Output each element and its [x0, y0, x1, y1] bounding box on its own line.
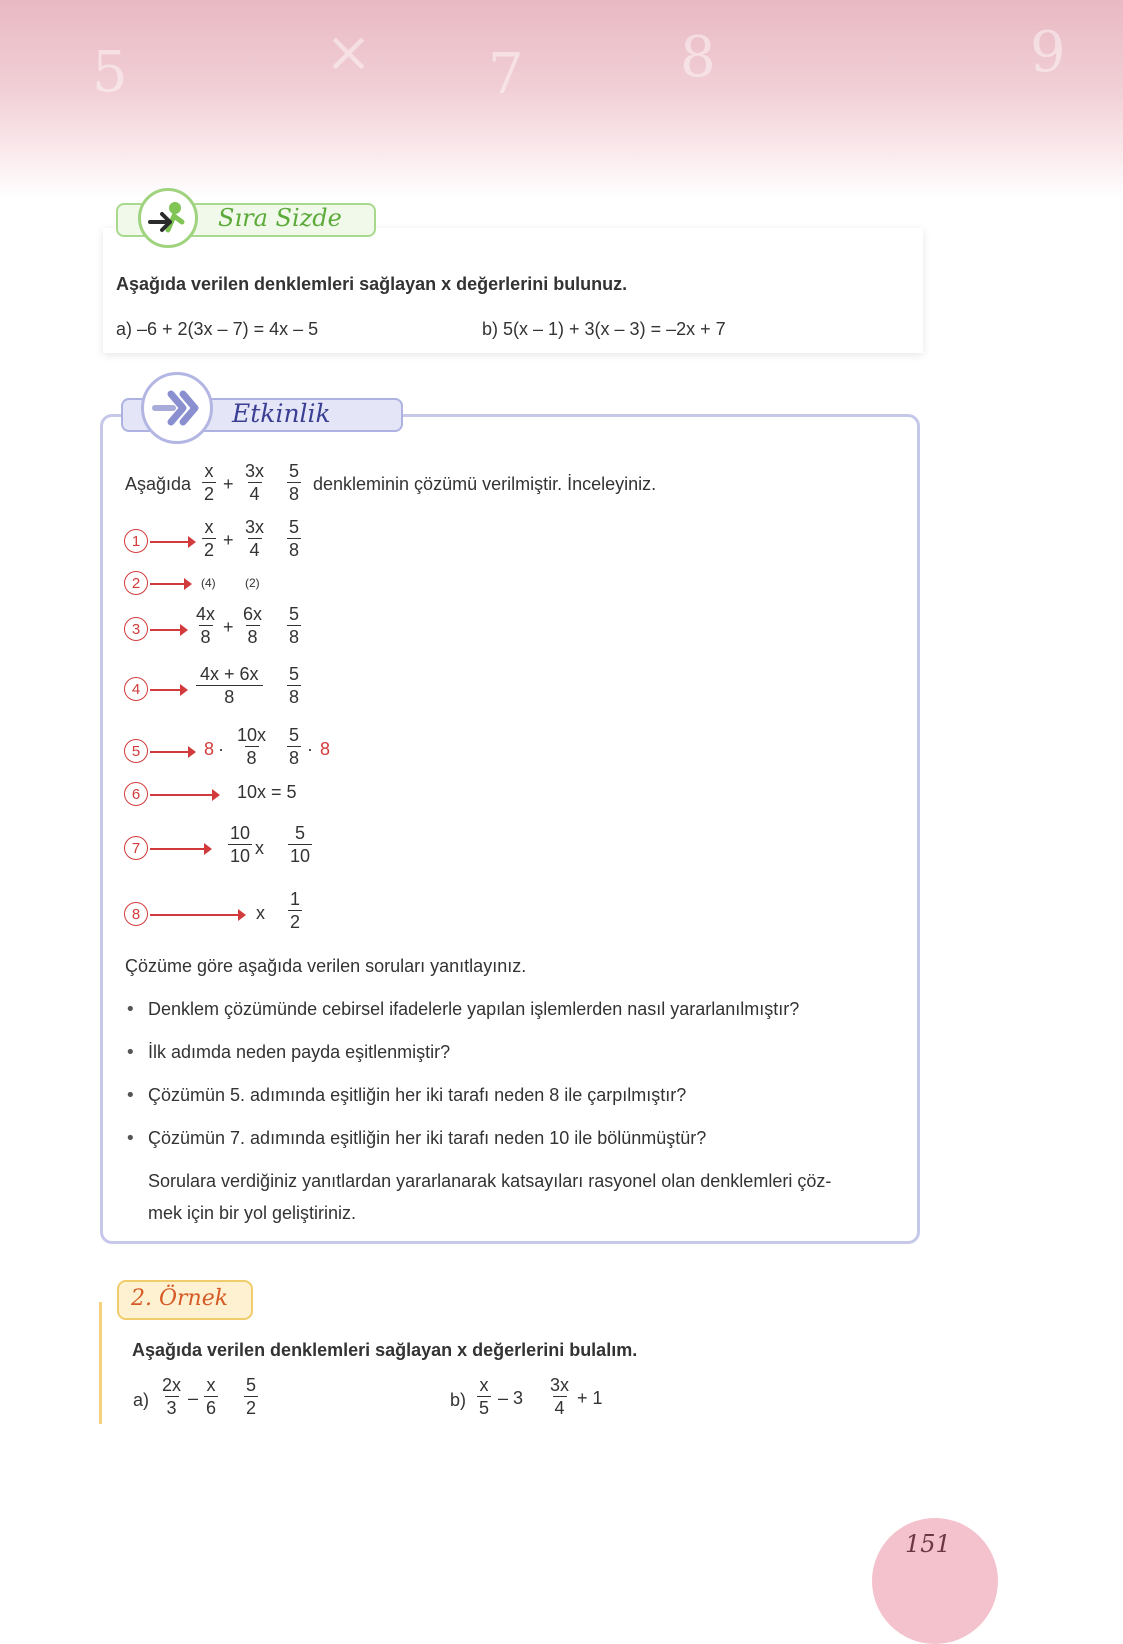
denominator: 3: [166, 1398, 177, 1418]
banner-digit: ×: [325, 20, 372, 85]
numerator: 5: [295, 823, 306, 843]
plus-sign: +: [223, 530, 234, 550]
plus-sign: +: [223, 617, 234, 637]
fraction-5-over-8: [287, 724, 301, 769]
fraction-6x-over-8: [241, 603, 264, 648]
multiplier-label: (4): [201, 576, 216, 590]
fraction-2x-over-3: [160, 1374, 183, 1419]
closing-line-2: mek için bir yol geliştiriniz.: [148, 1203, 357, 1223]
step-arrow: [150, 583, 186, 585]
double-chevron-icon: [151, 388, 203, 428]
numerator: 3x: [245, 461, 265, 481]
fraction-4x-over-8: [194, 603, 217, 648]
numerator: 3x: [245, 517, 265, 537]
step-arrow: [150, 914, 240, 916]
page-number: 151: [905, 1530, 951, 1558]
denominator: 8: [289, 484, 300, 504]
step-arrow: [150, 751, 190, 753]
step-arrow: [150, 541, 190, 543]
denominator: 8: [289, 748, 300, 768]
multiplier-8-right: 8: [320, 739, 331, 759]
sira-sizde-title: Sıra Sizde: [218, 204, 342, 232]
denominator: 2: [290, 912, 301, 932]
fraction-1-over-2: [288, 888, 302, 933]
denominator: 4: [249, 540, 260, 560]
fraction-x-over-2: [202, 516, 216, 561]
step-marker: 4: [124, 677, 148, 701]
numerator: x: [204, 517, 214, 537]
numerator: 5: [246, 1375, 257, 1395]
sira-equation-b: b) 5(x – 1) + 3(x – 3) = –2x + 7: [482, 319, 726, 339]
numerator: x: [204, 461, 214, 481]
numerator: 5: [289, 725, 300, 745]
numerator: 5: [289, 664, 300, 684]
multiplier-label: (2): [245, 576, 260, 590]
denominator: 4: [554, 1398, 565, 1418]
fraction-3x-over-4: [548, 1374, 571, 1419]
banner-digit: 7: [488, 42, 524, 107]
fraction-5-over-8: [287, 663, 301, 708]
closing-line-1: Sorulara verdiğiniz yanıtlardan yararlanarak katsayıları rasyonel olan denklemleri çöz-: [148, 1171, 832, 1191]
etkinlik-title: Etkinlik: [232, 399, 331, 428]
minus-sign: –: [188, 1388, 199, 1408]
ornek-b-label: b): [450, 1390, 467, 1410]
question-item: Çözümün 7. adımında eşitliğin her iki tarafı neden 10 ile bölünmüştür?: [148, 1128, 707, 1148]
denominator: 8: [196, 685, 263, 708]
numerator: 10x: [237, 725, 267, 745]
numerator: 2x: [162, 1375, 182, 1395]
equation-10x-5: 10x = 5: [237, 782, 297, 802]
fraction-5-over-8: [287, 460, 301, 505]
question-item: İlk adımda neden payda eşitlenmiştir?: [148, 1042, 451, 1062]
plus-one: + 1: [577, 1388, 603, 1408]
numerator: 5: [289, 604, 300, 624]
denominator: 5: [479, 1398, 490, 1418]
dot-operator: ·: [218, 739, 224, 759]
etkinlik-intro-prefix: Aşağıda: [125, 474, 192, 494]
fraction-10x-over-8: [235, 724, 268, 769]
fraction-3x-over-4: [243, 516, 266, 561]
numerator: 4x: [196, 604, 216, 624]
sira-sizde-badge: [138, 188, 198, 248]
numerator: 10: [230, 823, 251, 843]
etkinlik-badge: [141, 372, 213, 444]
bullet-icon: •: [125, 999, 136, 1020]
variable-x: x: [255, 838, 264, 858]
denominator: 4: [249, 484, 260, 504]
ornek-title: 2. Örnek: [131, 1286, 229, 1311]
step-marker: 6: [124, 782, 148, 806]
denominator: 8: [289, 540, 300, 560]
denominator: 6: [206, 1398, 217, 1418]
denominator: 8: [289, 687, 300, 707]
multiplier-8-left: 8: [204, 739, 215, 759]
bullet-icon: •: [125, 1042, 136, 1063]
denominator: 8: [246, 748, 257, 768]
denominator: 2: [246, 1398, 257, 1418]
fraction-5-over-8: [287, 516, 301, 561]
fraction-x-over-2: [202, 460, 216, 505]
minus-three: – 3: [498, 1388, 524, 1408]
fraction-5-over-10: [288, 822, 312, 867]
denominator: 2: [204, 540, 215, 560]
fraction-x-over-6: [204, 1374, 218, 1419]
sira-equation-a: a) –6 + 2(3x – 7) = 4x – 5: [116, 319, 319, 339]
step-arrow: [150, 848, 206, 850]
bullet-icon: •: [125, 1128, 136, 1149]
numerator: 5: [289, 461, 300, 481]
step-arrow: [150, 689, 182, 691]
step-marker: 7: [124, 836, 148, 860]
fraction-4x-plus-6x-over-8: [198, 663, 261, 708]
fraction-10-over-10: [228, 822, 252, 867]
step-arrow: [150, 629, 182, 631]
ornek-side-line: [99, 1302, 102, 1424]
denominator: 10: [230, 846, 251, 866]
fraction-5-over-2: [244, 1374, 258, 1419]
numerator: x: [206, 1375, 216, 1395]
question-item: Denklem çözümünde cebirsel ifadelerle yapılan işlemlerden nasıl yararlanılmıştır?: [148, 999, 800, 1019]
numerator: 4x + 6x: [200, 664, 259, 684]
numerator: 3x: [550, 1375, 570, 1395]
step-marker: 5: [124, 739, 148, 763]
fraction-5-over-8: [287, 603, 301, 648]
step-marker: 2: [124, 571, 148, 595]
step-marker: 3: [124, 617, 148, 641]
banner-digit: 8: [680, 25, 716, 90]
header-banner: [0, 0, 1123, 200]
question-item: Çözümün 5. adımında eşitliğin her iki tarafı neden 8 ile çarpılmıştır?: [148, 1085, 687, 1105]
ornek-a-label: a): [133, 1390, 150, 1410]
denominator: 2: [204, 484, 215, 504]
numerator: 5: [289, 517, 300, 537]
denominator: 8: [247, 627, 258, 647]
fraction-3x-over-4: [243, 460, 266, 505]
step-marker: 8: [124, 902, 148, 926]
ornek-instruction: Aşağıda verilen denklemleri sağlayan x değerlerini bulalım.: [132, 1340, 638, 1360]
numerator: x: [479, 1375, 489, 1395]
denominator: 10: [290, 846, 311, 866]
numerator: 6x: [243, 604, 263, 624]
plus-sign: +: [223, 474, 234, 494]
bullet-icon: •: [125, 1085, 136, 1106]
step-marker: 1: [124, 529, 148, 553]
banner-digit: 5: [92, 40, 128, 105]
variable-x: x: [256, 903, 265, 923]
step-arrow: [150, 794, 214, 796]
etkinlik-intro-suffix: denkleminin çözümü verilmiştir. İnceleyiniz.: [313, 474, 657, 494]
banner-digit: 9: [1030, 20, 1066, 85]
arrow-person-icon: [148, 200, 188, 236]
dot-operator: ·: [307, 739, 313, 759]
numerator: 1: [290, 889, 301, 909]
sira-instruction: Aşağıda verilen denklemleri sağlayan x değerlerini bulunuz.: [116, 274, 628, 294]
denominator: 8: [200, 627, 211, 647]
question-intro: Çözüme göre aşağıda verilen soruları yanıtlayınız.: [125, 956, 527, 976]
denominator: 8: [289, 627, 300, 647]
fraction-x-over-5: [477, 1374, 491, 1419]
